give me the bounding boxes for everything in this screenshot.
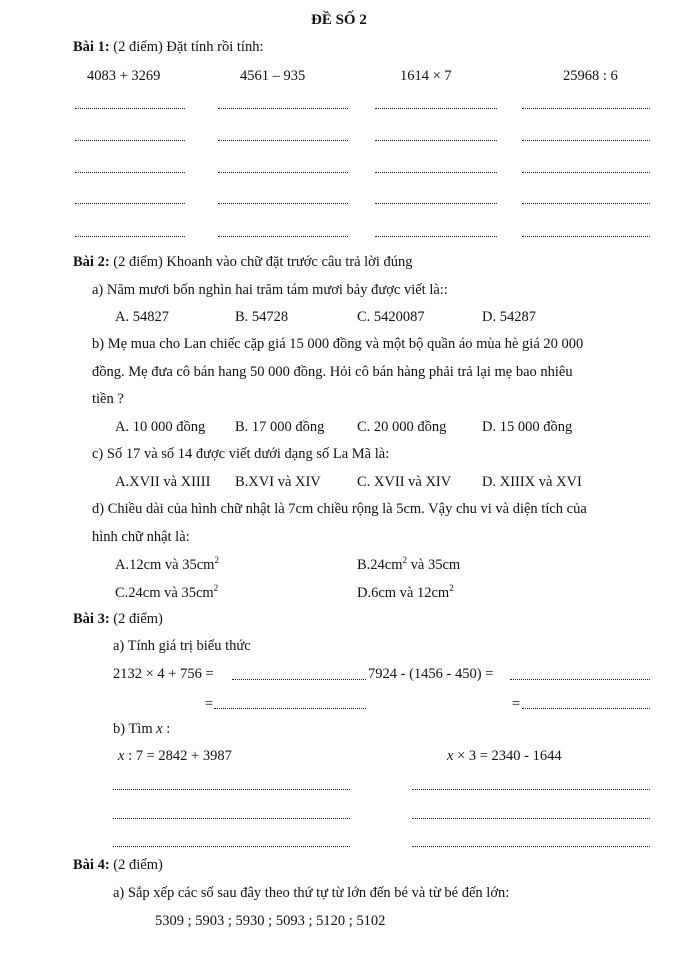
bai4-points: (2 điểm) xyxy=(109,857,163,873)
bai2-question-d-line1: d) Chiều dài của hình chữ nhật là 7cm chiều rộng là 5cm. Vậy chu vi và diện tích của xyxy=(92,501,587,517)
answer-line[interactable] xyxy=(113,818,350,819)
find-2-expression: × 3 = 2340 - 1644 xyxy=(453,748,562,764)
bai2-a-option-c[interactable]: C. 5420087 xyxy=(357,309,425,325)
bai2-question-c: c) Số 17 và số 14 được viết dưới dạng số La Mã là: xyxy=(92,446,390,462)
option-text: D.6cm và 12cm xyxy=(357,585,450,601)
bai2-a-option-a[interactable]: A. 54827 xyxy=(115,309,169,325)
option-text-end: và 35cm xyxy=(407,557,461,573)
equals-sign: = xyxy=(205,696,214,712)
bai3-expression-1: 2132 × 4 + 756 = xyxy=(113,666,214,682)
bai2-points: (2 điểm) Khoanh vào chữ đặt trước câu trả lời đúng xyxy=(109,254,413,270)
answer-line[interactable] xyxy=(75,140,185,141)
bai4-numbers: 5309 ; 5903 ; 5930 ; 5093 ; 5120 ; 5102 xyxy=(155,913,386,929)
superscript: 2 xyxy=(214,555,219,565)
bai4-a-text: a) Sắp xếp các số sau đây theo thứ tự từ lớn đến bé và từ bé đến lớn: xyxy=(113,885,510,901)
bai2-question-b-line2: đồng. Mẹ đưa cô bán hang 50 000 đồng. Hỏi cô bán hàng phải trả lại mẹ bao nhiêu xyxy=(92,364,573,380)
bai3-a-title: a) Tính giá trị biểu thức xyxy=(113,638,251,654)
answer-line[interactable] xyxy=(218,236,348,237)
bai3-expression-2: 7924 - (1456 - 450) = xyxy=(368,666,494,682)
answer-line[interactable] xyxy=(75,236,185,237)
option-text: C.24cm và 35cm xyxy=(115,585,214,601)
bai2-d-option-a[interactable] xyxy=(115,557,219,574)
bai3-b-title xyxy=(113,721,170,738)
bai2-c-option-a[interactable]: A.XVII và XIIII xyxy=(115,474,211,490)
bai3-find-2 xyxy=(447,748,562,765)
answer-line[interactable] xyxy=(75,203,185,204)
bai2-b-option-d[interactable]: D. 15 000 đồng xyxy=(482,419,573,435)
bai2-b-option-a[interactable]: A. 10 000 đồng xyxy=(115,419,206,435)
answer-line[interactable] xyxy=(218,140,348,141)
bai2-b-option-b[interactable]: B. 17 000 đồng xyxy=(235,419,325,435)
bai1-problem-2: 4561 – 935 xyxy=(240,68,306,84)
answer-line[interactable] xyxy=(522,203,650,204)
variable-x: x xyxy=(118,748,125,764)
bai3-label: Bài 3: xyxy=(73,611,110,627)
colon: : xyxy=(162,721,171,737)
answer-line[interactable] xyxy=(510,679,650,680)
option-text: A.12cm và 35cm xyxy=(115,557,215,573)
answer-line[interactable] xyxy=(522,236,650,237)
bai2-d-option-d[interactable] xyxy=(357,585,454,602)
page-title: ĐỀ SỐ 2 xyxy=(311,12,367,28)
answer-line[interactable] xyxy=(113,846,350,847)
answer-line[interactable] xyxy=(522,140,650,141)
equals-sign: = xyxy=(512,696,521,712)
answer-line[interactable] xyxy=(412,789,650,790)
bai2-a-option-d[interactable]: D. 54287 xyxy=(482,309,536,325)
bai1-points: (2 điểm) Đặt tính rồi tính: xyxy=(109,39,264,55)
answer-line[interactable] xyxy=(375,236,497,237)
answer-line[interactable] xyxy=(232,679,366,680)
bai2-c-option-b[interactable]: B.XVI và XIV xyxy=(235,474,321,490)
answer-line[interactable] xyxy=(522,708,650,709)
bai2-b-option-c[interactable]: C. 20 000 đồng xyxy=(357,419,447,435)
bai2-label: Bài 2: xyxy=(73,254,110,270)
bai1-problem-4: 25968 : 6 xyxy=(563,68,618,84)
bai2-heading xyxy=(73,254,413,271)
answer-line[interactable] xyxy=(375,203,497,204)
bai2-a-option-b[interactable]: B. 54728 xyxy=(235,309,289,325)
bai3-b-text: b) Tìm xyxy=(113,721,157,737)
option-text: B.24cm xyxy=(357,557,403,573)
bai2-c-option-d[interactable]: D. XIIIX và XVI xyxy=(482,474,582,490)
bai2-question-a: a) Năm mươi bốn nghìn hai trăm tám mươi bảy được viết là:: xyxy=(92,282,448,298)
bai1-problem-3: 1614 × 7 xyxy=(400,68,452,84)
answer-line[interactable] xyxy=(375,108,497,109)
bai2-question-b-line3: tiền ? xyxy=(92,391,124,407)
answer-line[interactable] xyxy=(75,172,185,173)
superscript: 2 xyxy=(449,583,454,593)
bai3-heading xyxy=(73,611,163,628)
bai1-heading xyxy=(73,39,264,56)
answer-line[interactable] xyxy=(218,172,348,173)
bai3-find-1 xyxy=(118,748,232,765)
superscript: 2 xyxy=(213,583,219,593)
bai2-question-d-line2: hình chữ nhật là: xyxy=(92,529,190,545)
superscript: 2 xyxy=(402,555,408,565)
answer-line[interactable] xyxy=(522,108,650,109)
bai4-label: Bài 4: xyxy=(73,857,110,873)
answer-line[interactable] xyxy=(375,140,497,141)
answer-line[interactable] xyxy=(214,708,366,709)
bai1-label: Bài 1: xyxy=(73,39,110,55)
variable-x: x xyxy=(156,721,163,737)
bai3-points: (2 điểm) xyxy=(109,611,163,627)
bai2-question-b-line1: b) Mẹ mua cho Lan chiếc cặp giá 15 000 đồng và một bộ quần áo mùa hè giá 20 000 xyxy=(92,336,584,352)
answer-line[interactable] xyxy=(218,108,348,109)
bai2-c-option-c[interactable]: C. XVII và XIV xyxy=(357,474,452,490)
find-1-expression: : 7 = 2842 + 3987 xyxy=(124,748,232,764)
bai2-d-option-c[interactable] xyxy=(115,585,218,602)
bai1-problem-1: 4083 + 3269 xyxy=(87,68,161,84)
bai2-d-option-b[interactable] xyxy=(357,557,460,574)
answer-line[interactable] xyxy=(75,108,185,109)
answer-line[interactable] xyxy=(113,789,350,790)
answer-line[interactable] xyxy=(522,172,650,173)
answer-line[interactable] xyxy=(218,203,348,204)
answer-line[interactable] xyxy=(412,818,650,819)
bai4-heading xyxy=(73,857,163,874)
answer-line[interactable] xyxy=(412,846,650,847)
variable-x: x xyxy=(447,748,454,764)
answer-line[interactable] xyxy=(375,172,497,173)
